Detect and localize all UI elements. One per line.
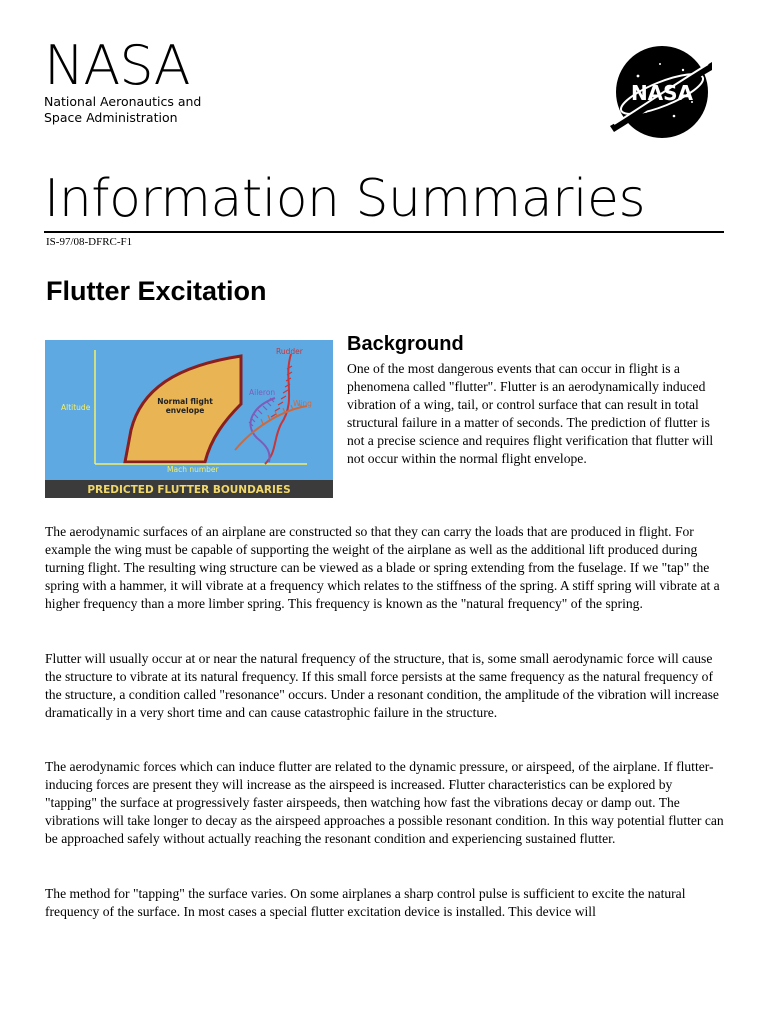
body-paragraph: The method for "tapping" the surface varies. On some airplanes a sharp control pulse is sufficient to excite the natural frequency of the surface. In most cases a special flutter excitation device is installed. This device will — [45, 886, 686, 919]
document-title: Flutter Excitation — [46, 276, 267, 306]
agency-name-line2: Space Administration — [44, 110, 178, 125]
y-axis-label: Altitude — [61, 403, 91, 412]
document-id: IS-97/08-DFRC-F1 — [46, 236, 133, 248]
rudder-label: Rudder — [276, 347, 303, 356]
flutter-boundaries-figure — [45, 340, 333, 498]
x-axis-label: Mach number — [167, 465, 219, 474]
banner-title: Information Summaries — [44, 169, 646, 229]
body-paragraph: The aerodynamic surfaces of an airplane are constructed so that they can carry the loads that are produced in flight. For example the wing must be capable of supporting the weight of the airplane as well as the additional lift produced during turning flight. The resulting wing structure can be viewed as a blade or spring extending from the fuselage. If we "tap" the spring with a hammer, it will vibrate at a frequency which relates to the stiffness of the spring. A stiff spring will vibrate at a higher frequency than a more limber spring. This frequency is known as the "natural frequency" of the spring. — [45, 524, 720, 611]
nasa-wordmark — [44, 34, 202, 126]
figure-caption: PREDICTED FLUTTER BOUNDARIES — [87, 484, 291, 496]
background-paragraph: One of the most dangerous events that can occur in flight is a phenomena called "flutter". Flutter is an aerodynamically induced vibration of a wing, tail, or control surface that can result in total structural failure in a matter of seconds. The prediction of flutter is not a precise science and requires flight verification that flutter will not occur within the normal flight envelope. — [347, 361, 714, 466]
background-heading: Background — [347, 333, 464, 355]
agency-name — [44, 94, 201, 126]
agency-name-line1: National Aeronautics and — [44, 94, 202, 109]
emblem-text: NASA — [630, 81, 694, 105]
aileron-label: Aileron — [249, 388, 276, 397]
nasa-meatball-logo — [608, 40, 712, 144]
envelope-label-line1: Normal flight — [157, 397, 213, 406]
body-paragraph: The aerodynamic forces which can induce flutter are related to the dynamic pressure, or airspeed, of the airplane. If flutter-inducing forces are present they will increase as the airspeed is increased. Flutter characteristics can be explored by "tapping" the surface at progressively faster airspeeds, then watching how fast the vibrations decay or damp out. The vibrations will take longer to decay as the airspeed approaches a possible resonant condition. In this way potential flutter can be approached safely without actually reaching the resonant condition and experiencing sustained flutter. — [45, 759, 724, 846]
wing-label: Wing — [293, 399, 312, 408]
header-rule — [44, 231, 724, 233]
envelope-label-line2: envelope — [165, 406, 205, 415]
body-paragraph: Flutter will usually occur at or near the natural frequency of the structure, that is, some small aerodynamic force will cause the structure to vibrate at its natural frequency. If this small force persists at the same frequency as the natural frequency of the structure, a condition called "resonance" occurs. Under a resonant condition, the amplitude of the vibration will increase dramatically in a very short time and can cause catastrophic failure in the structure. — [45, 651, 719, 720]
nasa-logo-text: NASA — [44, 34, 190, 97]
